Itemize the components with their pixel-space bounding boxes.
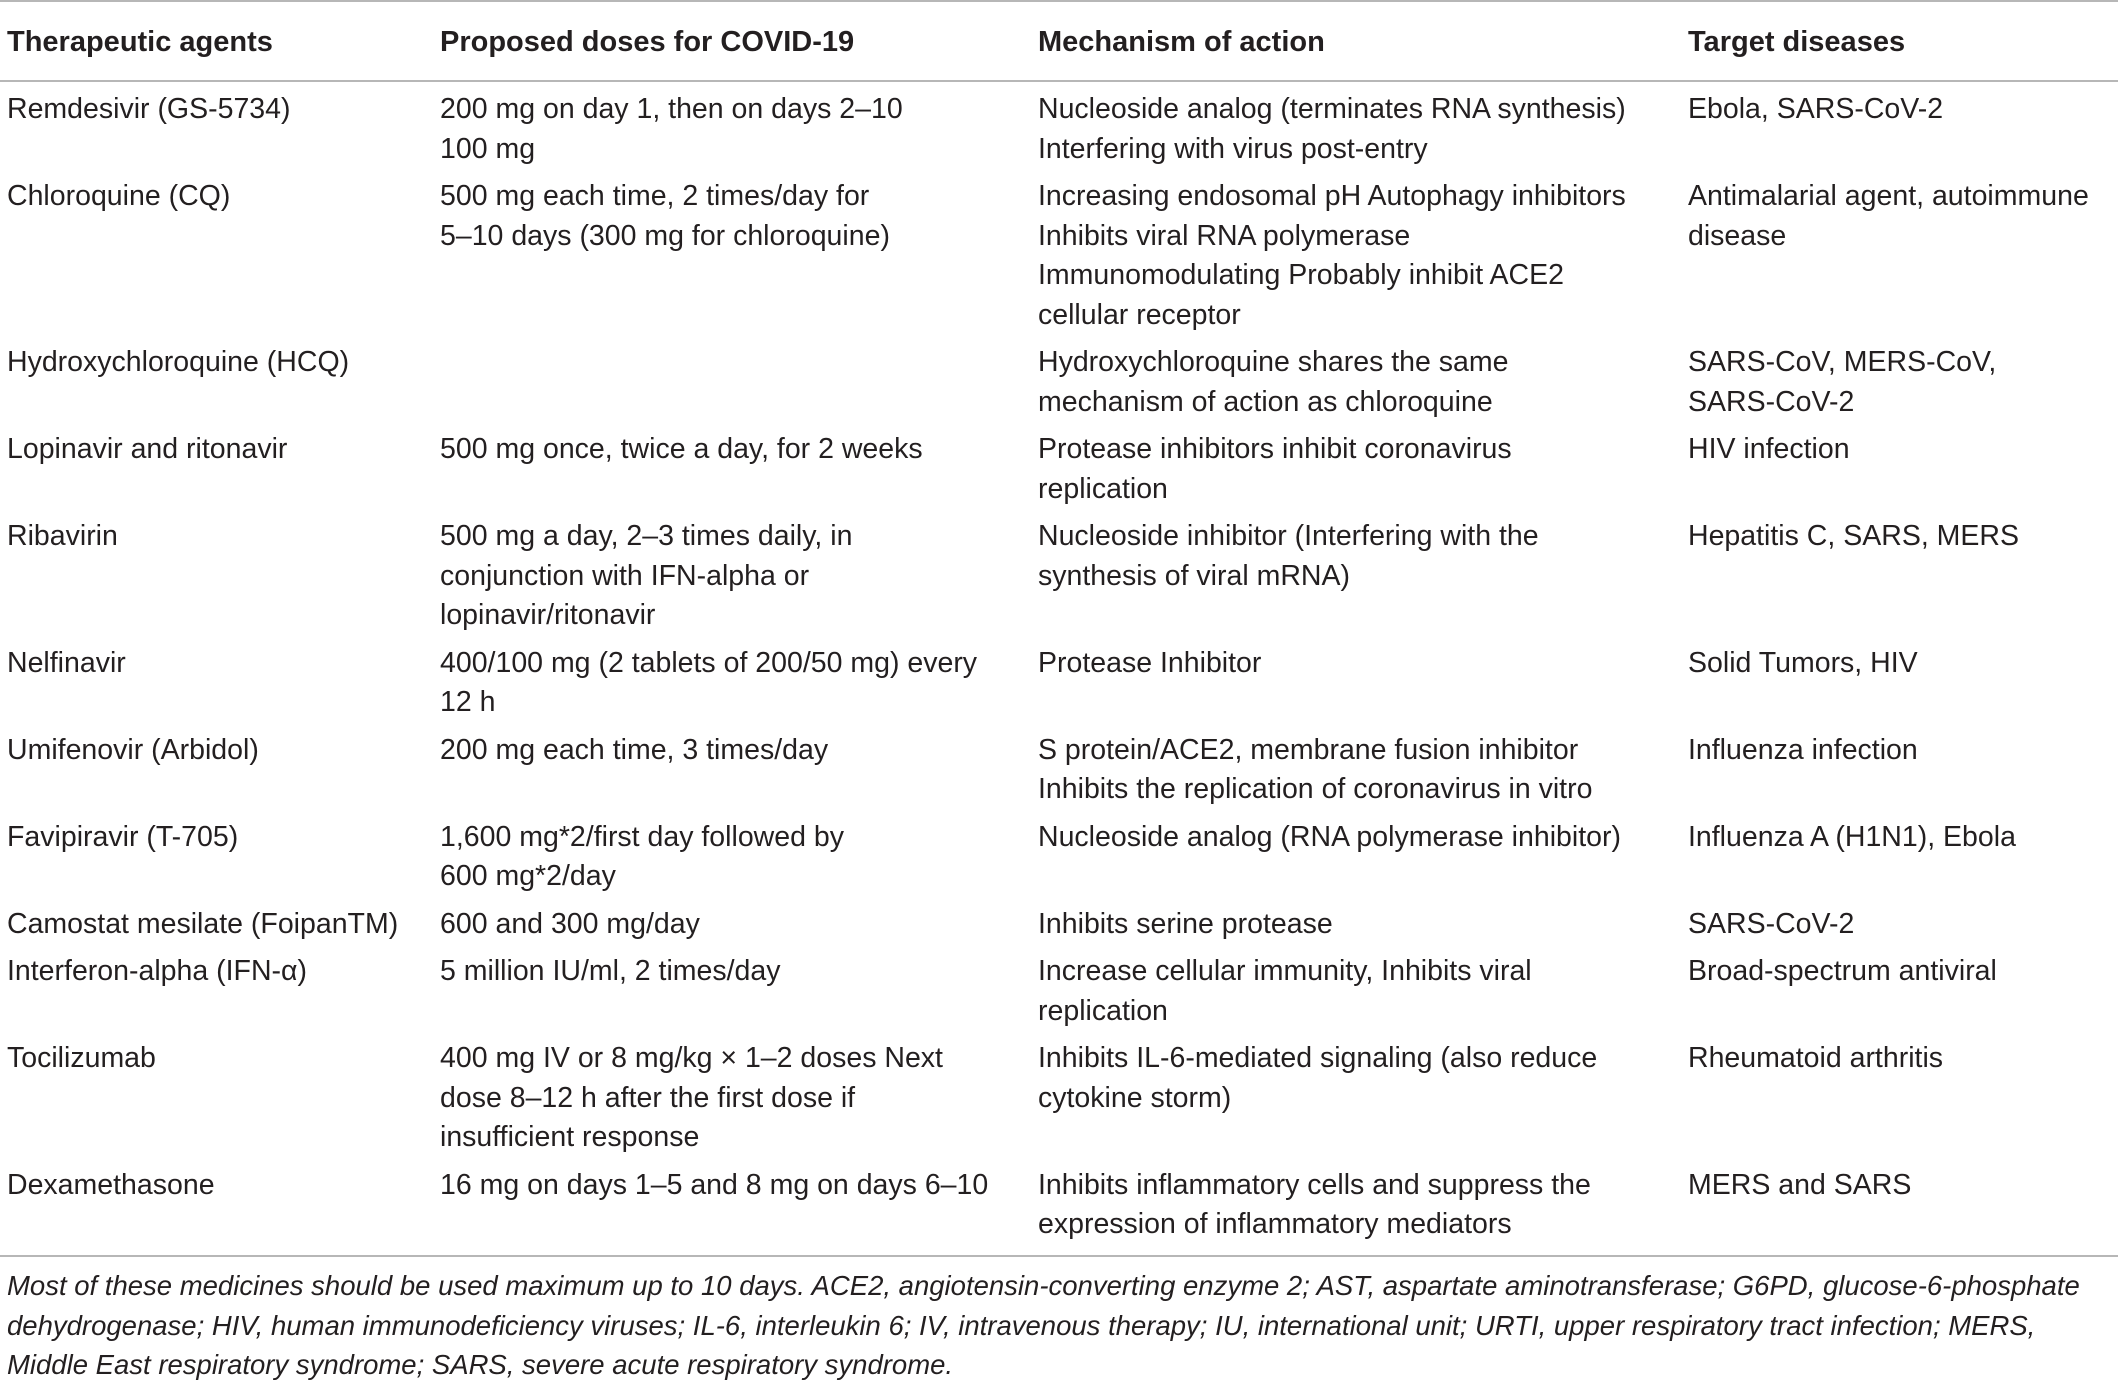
cell-mechanism: Nucleoside analog (terminates RNA synthesis) Interfering with virus post-entry bbox=[1038, 93, 1626, 165]
cell-dose: 200 mg on day 1, then on days 2–10 100 mg bbox=[440, 93, 903, 165]
cell-target: Ebola, SARS-CoV-2 bbox=[1688, 93, 1944, 125]
header-target-diseases: Target diseases bbox=[1688, 26, 1906, 58]
cell-target: MERS and SARS bbox=[1688, 1168, 1912, 1201]
table-row bbox=[0, 1162, 2118, 1256]
table-row bbox=[0, 81, 2118, 173]
header-row bbox=[0, 1, 2118, 81]
header-proposed-doses: Proposed doses for COVID-19 bbox=[440, 26, 855, 58]
cell-mechanism: Increase cellular immunity, Inhibits viral replication bbox=[1038, 955, 1532, 1027]
cell-target: SARS-CoV, MERS-CoV, SARS-CoV-2 bbox=[1688, 346, 1997, 418]
cell-dose: 600 and 300 mg/day bbox=[440, 907, 700, 940]
header-mechanism-of-action: Mechanism of action bbox=[1038, 26, 1325, 58]
cell-dose: 16 mg on days 1–5 and 8 mg on days 6–10 bbox=[440, 1168, 989, 1201]
cell-agent: Camostat mesilate (FoipanTM) bbox=[7, 907, 399, 940]
cell-dose: 500 mg a day, 2–3 times daily, in conjunction with IFN-alpha or lopinavir/ritonavir bbox=[440, 520, 853, 631]
cell-dose: 5 million IU/ml, 2 times/day bbox=[440, 955, 781, 987]
cell-target: Rheumatoid arthritis bbox=[1688, 1042, 1944, 1074]
cell-dose: 400 mg IV or 8 mg/kg × 1–2 doses Next dose 8–12 h after the first dose if insufficient response bbox=[440, 1042, 943, 1153]
table-row bbox=[0, 339, 2118, 426]
cell-dose bbox=[437, 339, 1035, 426]
cell-agent: Interferon-alpha (IFN-α) bbox=[7, 955, 307, 987]
table-row bbox=[0, 814, 2118, 901]
table-row bbox=[0, 1035, 2118, 1162]
table-row bbox=[0, 513, 2118, 640]
cell-mechanism: Nucleoside inhibitor (Interfering with the synthesis of viral mRNA) bbox=[1038, 520, 1539, 592]
cell-agent: Chloroquine (CQ) bbox=[7, 180, 231, 212]
cell-target: Hepatitis C, SARS, MERS bbox=[1688, 520, 2020, 552]
cell-target: HIV infection bbox=[1688, 433, 1850, 465]
cell-target: Influenza infection bbox=[1688, 733, 1918, 766]
cell-dose: 500 mg once, twice a day, for 2 weeks bbox=[440, 433, 923, 465]
cell-mechanism: Hydroxychloroquine shares the same mechanism of action as chloroquine bbox=[1038, 346, 1509, 418]
table-row bbox=[0, 727, 2118, 814]
cell-mechanism: Inhibits serine protease bbox=[1038, 907, 1333, 940]
table-row bbox=[0, 173, 2118, 339]
cell-agent: Umifenovir (Arbidol) bbox=[7, 733, 259, 766]
cell-dose: 400/100 mg (2 tablets of 200/50 mg) every 12 h bbox=[440, 646, 978, 718]
cell-agent: Hydroxychloroquine (HCQ) bbox=[7, 346, 350, 378]
cell-agent: Lopinavir and ritonavir bbox=[7, 433, 288, 465]
cell-dose: 500 mg each time, 2 times/day for 5–10 days (300 mg for chloroquine) bbox=[440, 180, 890, 252]
table-row bbox=[0, 640, 2118, 727]
cell-mechanism: S protein/ACE2, membrane fusion inhibitor Inhibits the replication of coronavirus in vitro bbox=[1038, 733, 1593, 805]
cell-agent: Dexamethasone bbox=[7, 1168, 215, 1201]
cell-agent: Remdesivir (GS-5734) bbox=[7, 93, 291, 125]
cell-dose: 1,600 mg*2/first day followed by 600 mg*2/day bbox=[440, 820, 844, 892]
table-body bbox=[0, 81, 2118, 1256]
cell-mechanism: Inhibits inflammatory cells and suppress the expression of inflammatory mediators bbox=[1038, 1168, 1591, 1240]
cell-mechanism: Nucleoside analog (RNA polymerase inhibitor) bbox=[1038, 820, 1621, 853]
header-therapeutic-agents: Therapeutic agents bbox=[7, 26, 273, 58]
cell-agent: Ribavirin bbox=[7, 520, 118, 552]
table-row bbox=[0, 948, 2118, 1035]
cell-dose: 200 mg each time, 3 times/day bbox=[440, 733, 829, 766]
cell-target: SARS-CoV-2 bbox=[1688, 907, 1855, 940]
cell-mechanism: Increasing endosomal pH Autophagy inhibitors Inhibits viral RNA polymerase Immunomodulating Probably inhibit ACE2 cellular receptor bbox=[1038, 180, 1626, 331]
table-row bbox=[0, 426, 2118, 513]
cell-target: Antimalarial agent, autoimmune disease bbox=[1688, 180, 2089, 252]
cell-mechanism: Inhibits IL-6-mediated signaling (also reduce cytokine storm) bbox=[1038, 1042, 1598, 1114]
cell-agent: Favipiravir (T-705) bbox=[7, 820, 239, 853]
table-row bbox=[0, 901, 2118, 949]
cell-mechanism: Protease Inhibitor bbox=[1038, 646, 1262, 679]
cell-agent: Tocilizumab bbox=[7, 1042, 156, 1074]
table-header bbox=[0, 1, 2118, 81]
cell-mechanism: Protease inhibitors inhibit coronavirus replication bbox=[1038, 433, 1512, 505]
cell-target: Broad-spectrum antiviral bbox=[1688, 955, 1997, 987]
cell-target: Solid Tumors, HIV bbox=[1688, 646, 1918, 679]
cell-agent: Nelfinavir bbox=[7, 646, 126, 679]
cell-target: Influenza A (H1N1), Ebola bbox=[1688, 820, 2016, 853]
table-footnote: Most of these medicines should be used maximum up to 10 days. ACE2, angiotensin-converting enzyme 2; AST, aspartate aminotransferase; G6PD, glucose-6-phosphate dehydrogenase; HIV, human immunodeficiency viruses; IL-6, interleukin 6; IV, intravenous therapy; IU, international unit; URTI, upper respiratory tract infection; MERS, Middle East respiratory syndrome; SARS, severe acute respiratory syndrome. bbox=[7, 1270, 2080, 1380]
